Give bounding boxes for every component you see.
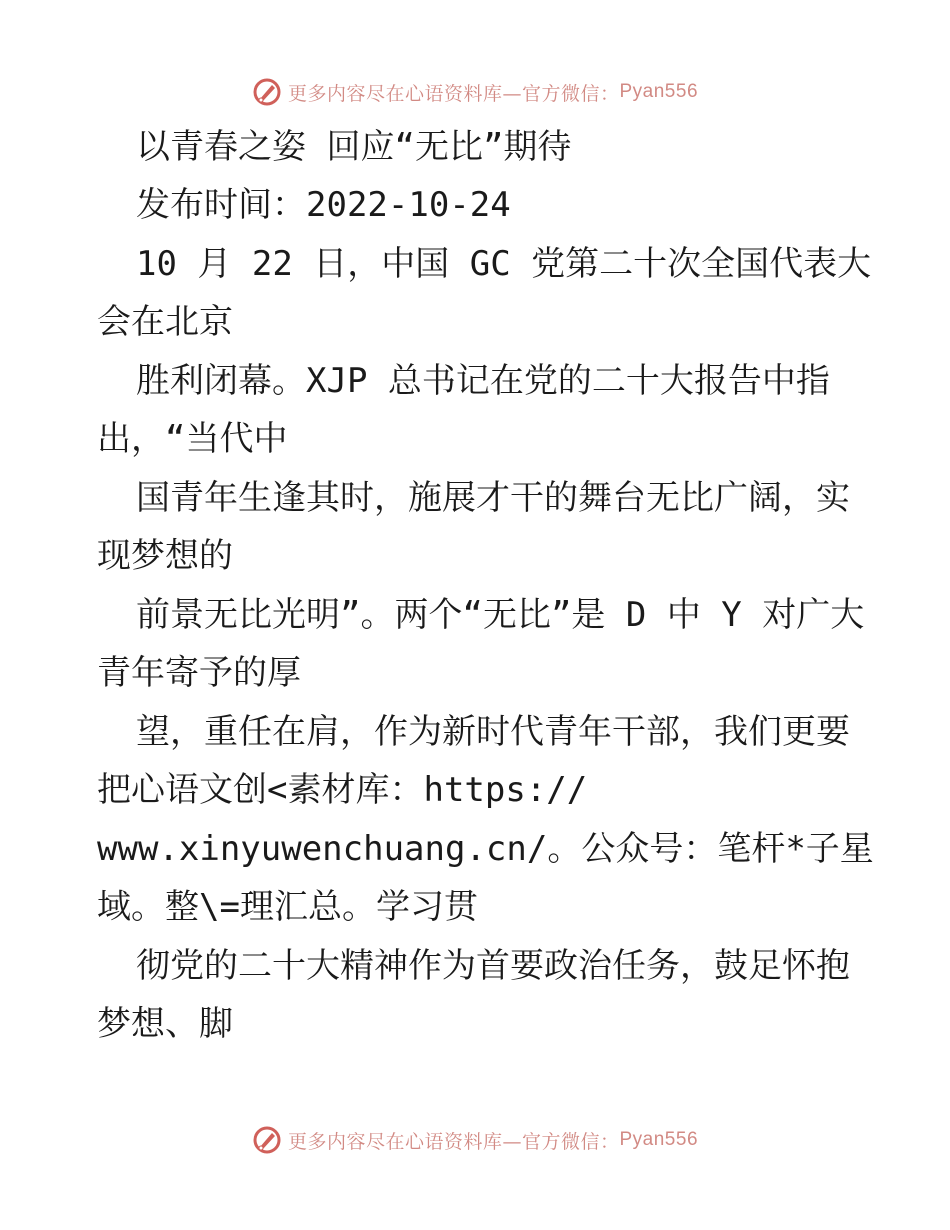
header-banner (0, 72, 950, 112)
text-line: 胜利闭幕。XJP 总书记在党的二十大报告中指 (136, 361, 830, 401)
footer-banner (0, 1120, 950, 1160)
text-line: 国青年生逢其时，施展才干的舞台无比广阔，实 (136, 478, 850, 518)
header-banner-text: 更多内容尽在心语资料库—官方微信： (287, 82, 620, 105)
text-line: 出，“当代中 (97, 419, 288, 459)
publish-date: 发布时间：2022-10-24 (136, 185, 511, 225)
pen-logo-icon (252, 77, 282, 107)
text-line: 前景无比光明”。两个“无比”是 D 中 Y 对广大 (136, 595, 865, 635)
text-line: 会在北京 (97, 302, 233, 342)
footer-banner-text: 更多内容尽在心语资料库—官方微信： (287, 1130, 620, 1153)
doc-title: 以青春之姿 回应“无比”期待 (136, 127, 572, 167)
text-line: 域。整\=理汇总。学习贯 (97, 887, 478, 927)
text-line: 10 月 22 日，中国 GC 党第二十次全国代表大 (136, 244, 872, 284)
pen-logo-icon (252, 1125, 282, 1155)
footer-banner-account: Pyan556 (619, 1129, 699, 1150)
header-banner-account: Pyan556 (619, 81, 699, 102)
text-line: 望，重任在肩，作为新时代青年干部，我们更要 (136, 712, 850, 752)
text-line: 把心语文创<素材库：https:// (97, 770, 588, 810)
text-line: www.xinyuwenchuang.cn/。公众号：笔杆*子星 (97, 829, 874, 869)
text-line: 彻党的二十大精神作为首要政治任务，鼓足怀抱 (136, 946, 850, 986)
text-line: 现梦想的 (97, 536, 233, 576)
text-line: 青年寄予的厚 (97, 653, 301, 693)
text-line: 梦想、脚 (97, 1004, 233, 1044)
